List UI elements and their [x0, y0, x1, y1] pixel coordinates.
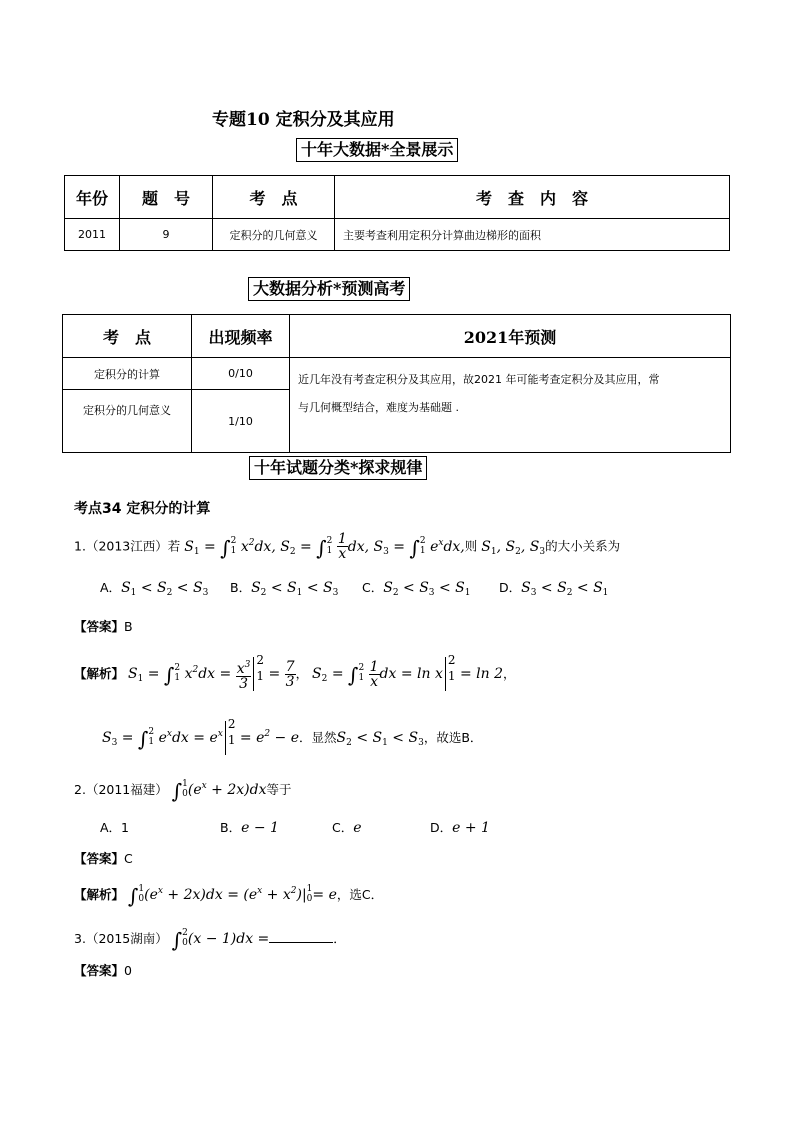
prediction-table: [62, 314, 731, 453]
page-title: 专题10 定积分及其应用: [212, 110, 395, 130]
col-header-frequency: 出现频率: [192, 315, 290, 358]
col-header-prediction: 2021年预测: [290, 315, 731, 358]
cell-topic: 定积分的几何意义: [213, 219, 335, 251]
question-1-analysis-line-1: 【解析】 $S_1 = \int 2$ 1 $x^2dx$ = $\frac{x^3}{3}$ 2 1 = $\frac{7}{3}$ ， $S_2 = \int 2$ 1 $\frac{1}{x}$ dx = ln x2 1 = ln 2，: [74, 653, 516, 692]
question-1-option-d: D．$S_3 < S_2 < S_1$: [499, 580, 609, 598]
question-2-option-a: A．1: [100, 820, 130, 835]
question-2-stem: 2.（2011福建） ∫1 $0(e^x + 2x)dx$等于: [74, 779, 292, 803]
cell-prediction: [290, 358, 731, 453]
cell-topic: 定积分的几何意义: [63, 390, 192, 453]
section-header-overview: 十年大数据*全景展示: [296, 138, 458, 162]
cell-topic: 定积分的计算: [63, 358, 192, 390]
question-1-stem: 1.（2013江西）若 $S_1 = \int 2$ 1 $x^2dx$, $S_2 = \int 2$ 1 $\frac{1}{x}$ dx, $S_3 = \int 2$ 1 $e^xdx$,则 $S_1$, $S_2$, $S_3$的大小关系为: [74, 531, 621, 562]
col-header-number: 题 号: [120, 176, 213, 219]
cell-number: 9: [120, 219, 213, 251]
table-row: [63, 358, 731, 390]
col-header-year: 年份: [65, 176, 120, 219]
cell-frequency: 0/10: [192, 358, 290, 390]
prediction-line-2: 与几何概型结合，难度为基础题 .: [298, 401, 459, 414]
answer-blank[interactable]: [269, 942, 333, 943]
section-header-analysis: 大数据分析*预测高考: [248, 277, 410, 301]
question-1-option-c: C．$S_2 < S_3 < S_1$: [362, 580, 471, 598]
col-header-topic: 考 点: [213, 176, 335, 219]
question-2-analysis: 【解析】 ∫1 $0(e^x + 2x)dx = (e^x + x^2)|1$ 0= e，选C．: [74, 884, 384, 908]
question-2-answer: 【答案】C: [74, 851, 133, 866]
question-3-stem: 3.（2015湖南） ∫2 0(x − 1)dx = ．: [74, 928, 346, 952]
table-row: [65, 219, 730, 251]
question-1-answer: 【答案】B: [74, 619, 133, 634]
cell-year: 2011: [65, 219, 120, 251]
question-2-option-c: C．e: [332, 820, 362, 836]
question-2-option-d: D．e + 1: [430, 820, 490, 836]
question-1-analysis-line-2: $S_3 = \int 2$ 1 $e^xdx = e^x2$ $1 = e^2 - e$．显然$S_2 < S_1 < S_3$，故选B．: [102, 716, 482, 755]
section-header-classification: 十年试题分类*探求规律: [249, 456, 427, 480]
question-3-answer: 【答案】0: [74, 963, 132, 978]
question-2-option-b: B．e − 1: [220, 820, 279, 836]
cell-content: 主要考查利用定积分计算曲边梯形的面积: [335, 219, 730, 251]
col-header-content: 考 查 内 容: [335, 176, 730, 219]
cell-frequency: 1/10: [192, 390, 290, 453]
prediction-line-1: 近几年没有考查定积分及其应用，故2021 年可能考查定积分及其应用，常: [298, 373, 660, 386]
col-header-topic: 考 点: [63, 315, 192, 358]
question-1-option-b: B．$S_2 < S_1 < S_3$: [230, 580, 339, 598]
history-table: [64, 175, 730, 251]
question-1-option-a: A．$S_1 < S_2 < S_3$: [100, 580, 209, 598]
kaodian-heading: 考点34 定积分的计算: [74, 501, 211, 517]
